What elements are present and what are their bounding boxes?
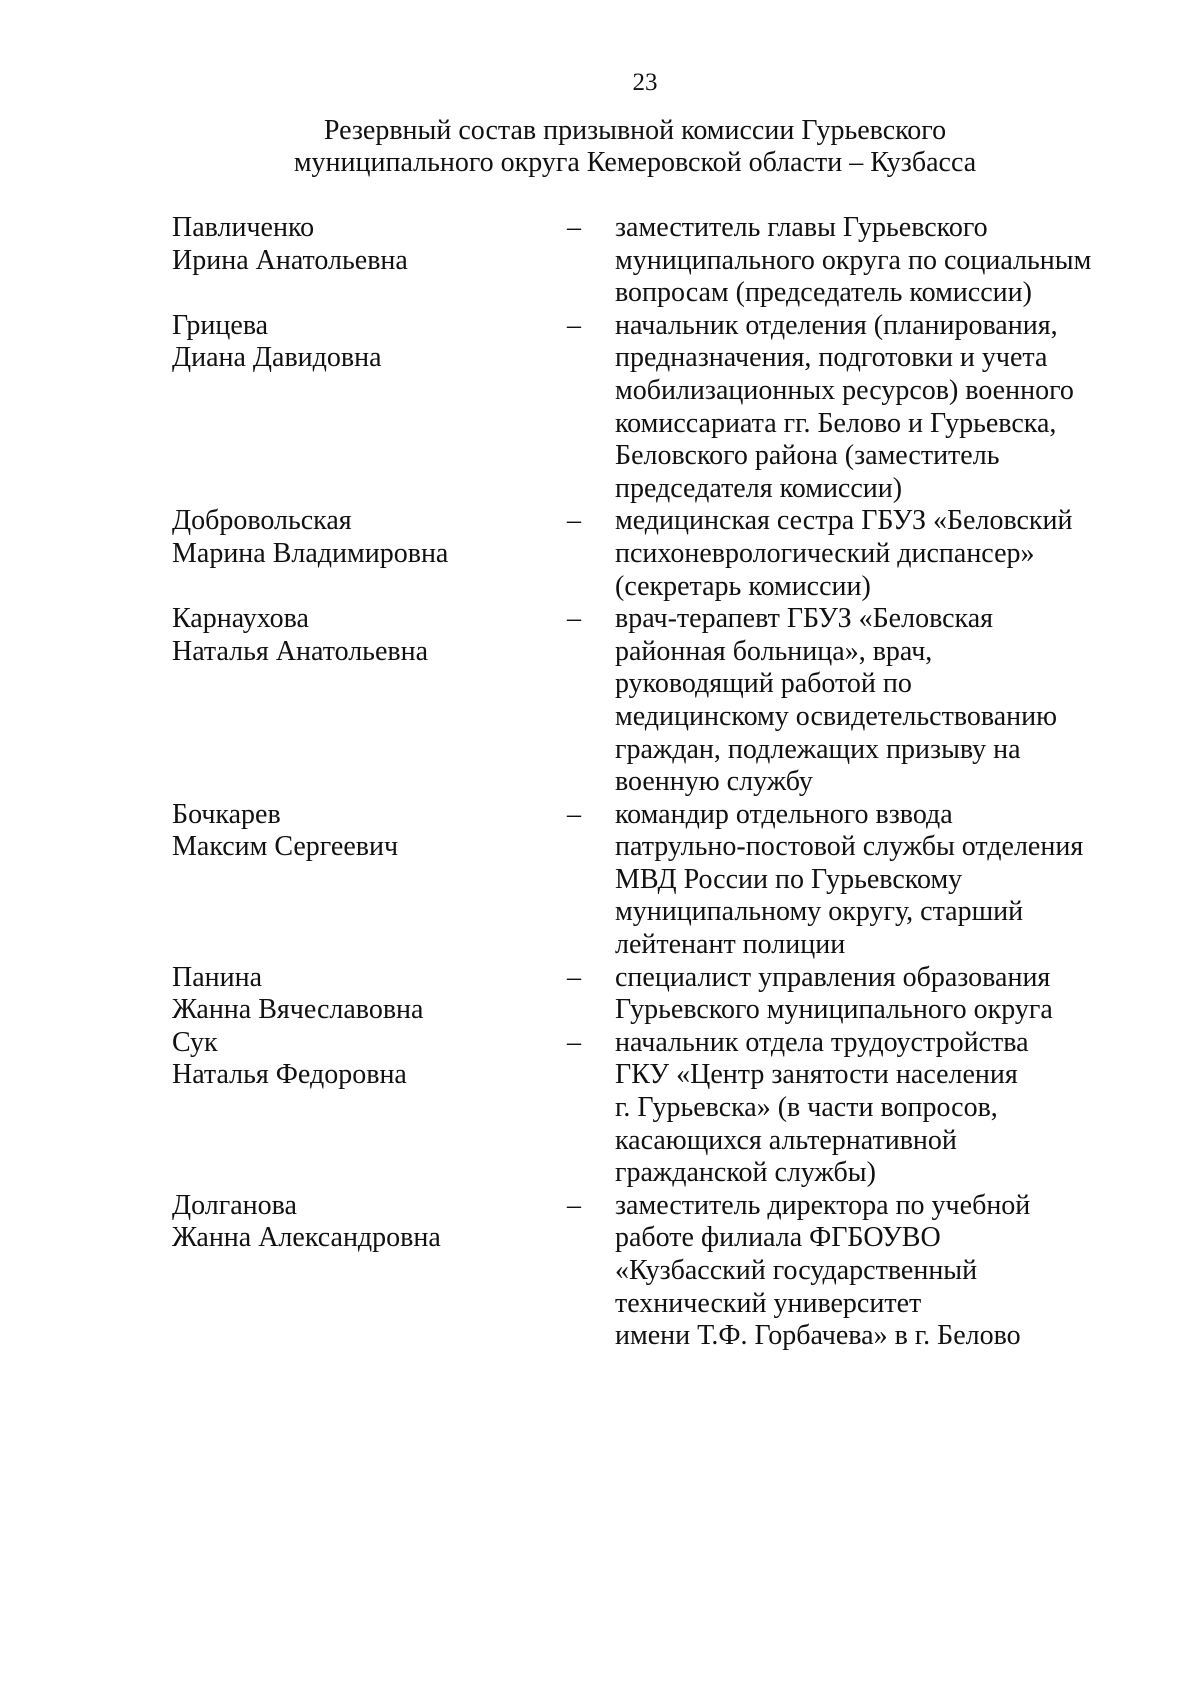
member-surname: Панина [172,961,263,993]
member-role-line: муниципального округа по социальным [615,244,1092,276]
member-surname: Сук [172,1026,218,1058]
member-role [615,212,1112,310]
member-role-line: ГКУ «Центр занятости населения [615,1059,1018,1091]
member-role-line: гражданской службы) [615,1157,876,1189]
member-row [172,505,1112,603]
member-given-names: Максим Сергеевич [172,831,399,863]
member-role-line: муниципальному округу, старший [615,896,1024,928]
member-role-line: председателя комиссии) [615,472,903,504]
member-row [172,962,1112,1027]
member-role [615,310,1112,506]
member-dash: – [567,961,581,993]
member-row [172,1190,1112,1353]
member-dash: – [567,1189,581,1221]
member-role-line: медицинскому освидетельствованию [615,700,1058,732]
member-surname: Долганова [172,1189,297,1221]
member-name [172,1190,567,1353]
member-role [615,1027,1112,1190]
member-surname: Павличенко [172,212,315,243]
member-role-line: технический университет [615,1287,922,1319]
member-row [172,799,1112,962]
member-name [172,310,567,506]
member-given-names: Наталья Федоровна [172,1059,407,1091]
member-given-names: Марина Владимировна [172,537,449,569]
member-given-names: Жанна Александровна [172,1222,441,1254]
member-role [615,799,1112,962]
member-given-names: Жанна Вячеславовна [172,994,424,1026]
member-dash: – [567,1026,581,1058]
member-role-line: предназначения, подготовки и учета [615,342,1048,374]
member-role [615,1190,1112,1353]
member-role-line: работе филиала ФГБОУВО [615,1222,941,1254]
member-name [172,603,567,799]
member-role-line: МВД России по Гурьевскому [615,863,963,895]
member-row [172,1027,1112,1190]
member-role-line: «Кузбасский государственный [615,1255,978,1286]
member-role-line: командир отдельного взвода [615,798,953,830]
member-row [172,212,1112,310]
member-role-line: заместитель главы Гурьевского [615,212,988,243]
member-role-line: заместитель директора по учебной [615,1189,1031,1221]
document-title [0,115,1200,179]
member-surname: Грицева [172,309,269,341]
member-given-names: Наталья Анатольевна [172,635,429,667]
member-name [172,505,567,603]
page-number: 23 [632,69,658,96]
member-dash: – [567,603,581,635]
member-role-line: специалист управления образования [615,961,1051,993]
member-role-line: вопросам (председатель комиссии) [615,277,1032,309]
member-role-line: врач-терапевт ГБУЗ «Беловская [615,603,994,635]
member-role-line: медицинская сестра ГБУЗ «Беловский [615,505,1073,537]
commission-members-list [172,212,1112,1353]
member-role-line: психоневрологический диспансер» [615,537,1035,569]
member-role-line: начальник отделения (планирования, [615,309,1058,341]
member-dash: – [567,798,581,830]
member-role-line: (секретарь комиссии) [615,570,871,602]
member-role [615,603,1112,799]
member-name [172,962,567,1027]
member-role-line: г. Гурьевска» (в части вопросов, [615,1092,998,1124]
member-dash: – [567,505,581,537]
member-row [172,603,1112,799]
member-dash: – [567,309,581,341]
member-dash: – [567,212,581,243]
member-given-names: Диана Давидовна [172,342,382,374]
member-row [172,310,1112,506]
member-name [172,799,567,962]
member-given-names: Ирина Анатольевна [172,244,408,276]
member-role-line: начальник отдела трудоустройства [615,1026,1029,1058]
member-surname: Карнаухова [172,603,309,635]
member-role-line: патрульно-постовой службы отделения [615,831,1084,863]
member-role-line: районная больница», врач, [615,635,933,667]
member-role-line: военную службу [615,766,813,798]
member-role-line: мобилизационных ресурсов) военного [615,374,1074,406]
member-surname: Добровольская [172,505,352,537]
member-role-line: лейтенант полиции [615,929,846,961]
member-role-line: руководящий работой по [615,668,912,700]
member-role [615,505,1112,603]
title-line: Резервный состав призывной комиссии Гурьевского [323,115,947,146]
member-role-line: граждан, подлежащих призыву на [615,733,1021,765]
member-name [172,1027,567,1190]
member-role-line: касающихся альтернативной [615,1124,957,1156]
member-role-line: Гурьевского муниципального округа [615,994,1053,1026]
member-role-line: имени Т.Ф. Горбачева» в г. Белово [615,1320,1021,1352]
member-role [615,962,1112,1027]
member-role-line: комиссариата гг. Белово и Гурьевска, [615,407,1057,439]
title-line: муниципального округа Кемеровской области – Кузбасса [293,147,977,178]
member-surname: Бочкарев [172,798,281,830]
member-name [172,212,567,310]
member-role-line: Беловского района (заместитель [615,440,1000,472]
